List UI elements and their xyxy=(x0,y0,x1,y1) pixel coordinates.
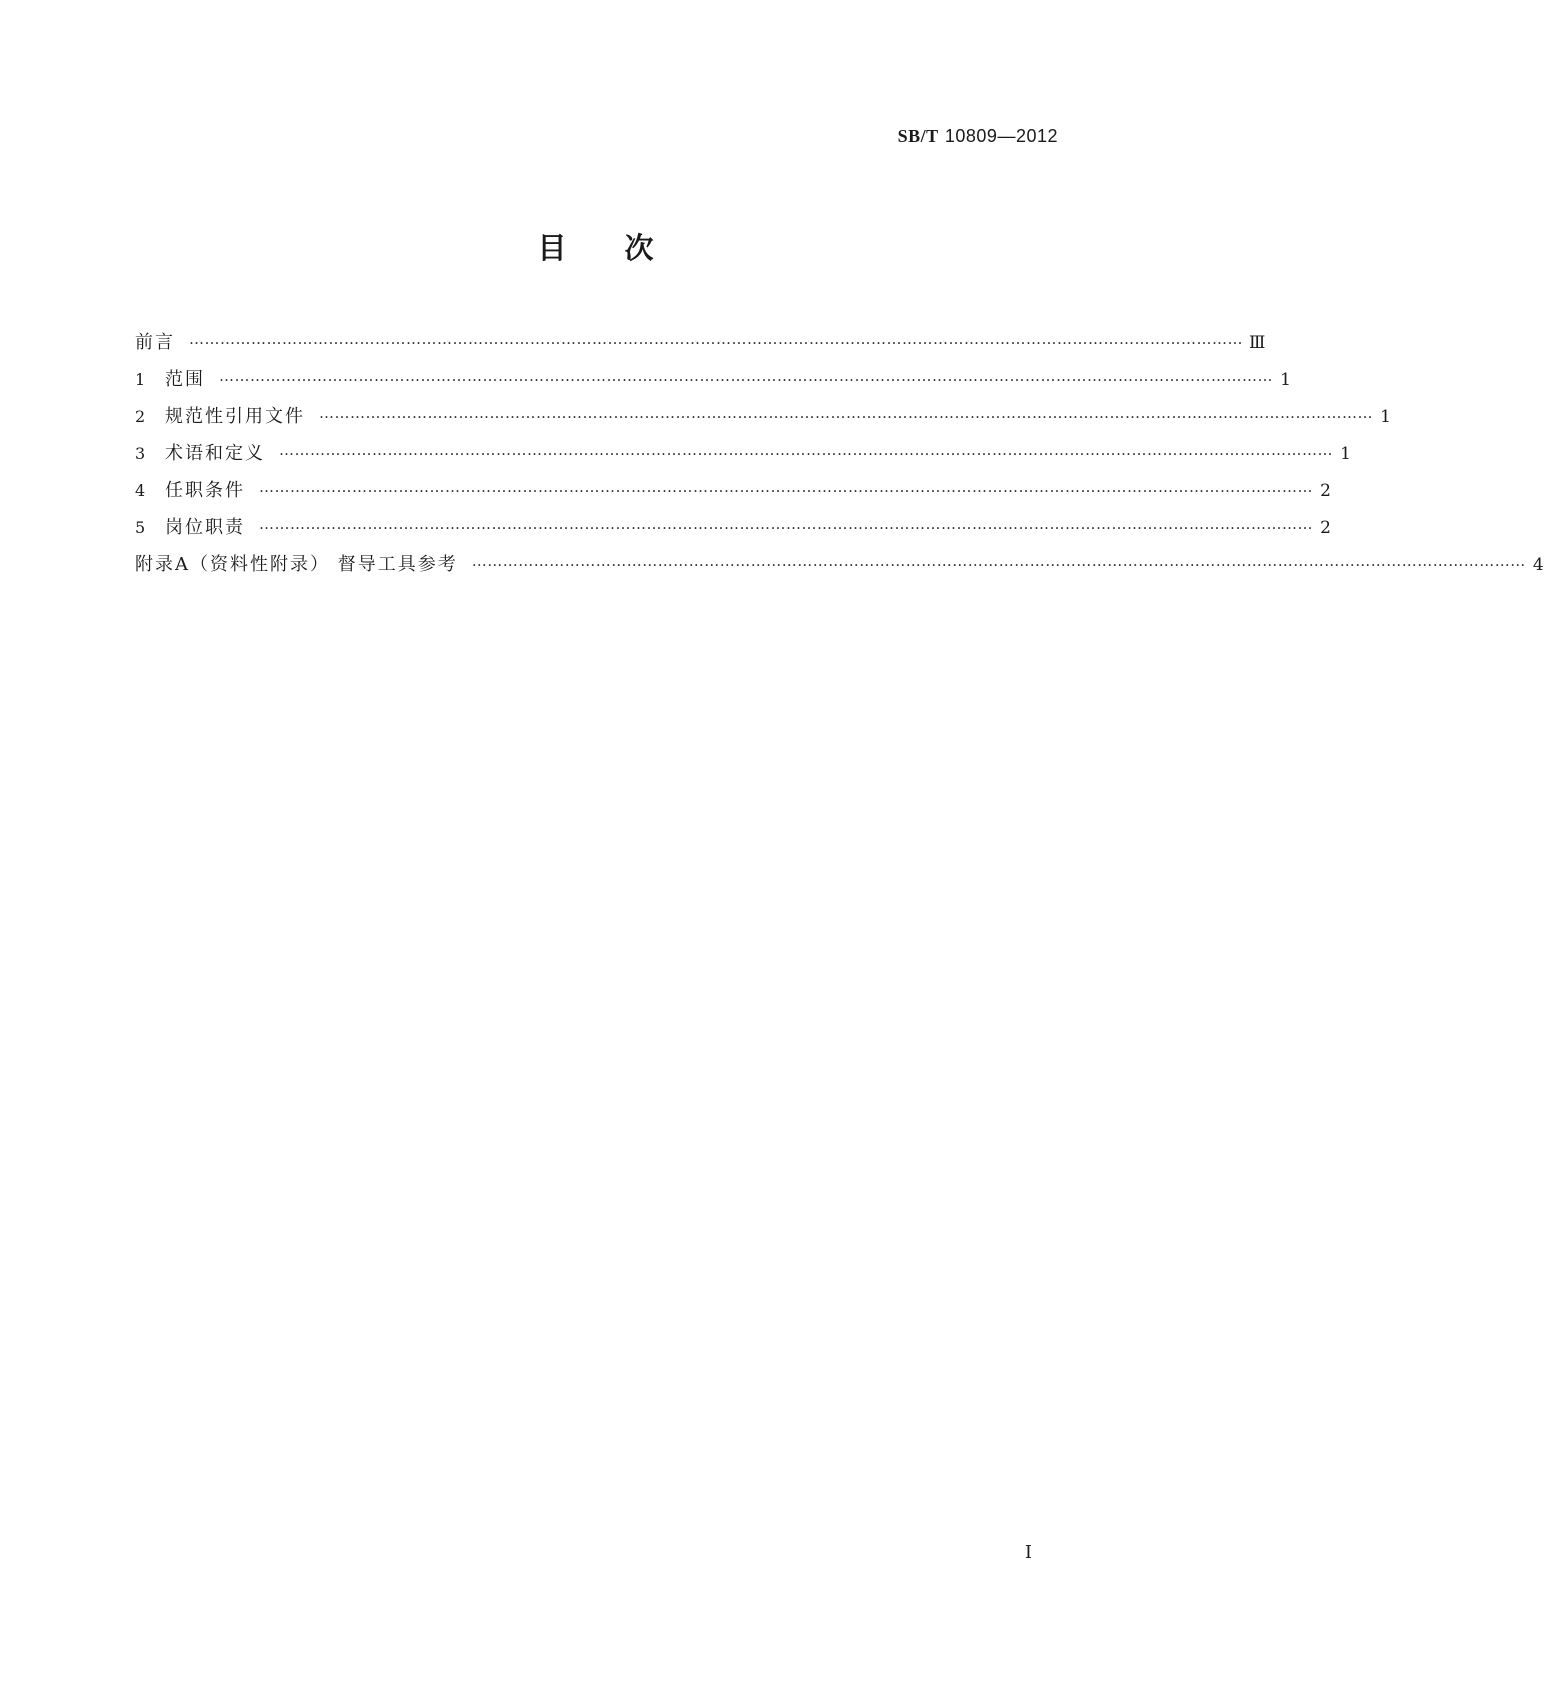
toc-leader-dots: …………………………………………………………………………………………………………………………………………………………………………………… xyxy=(471,552,1526,570)
toc-entry-appendix-a[interactable] xyxy=(135,550,1544,587)
title-char-2: 次 xyxy=(624,231,654,265)
toc-entry-number: 3 xyxy=(135,444,146,463)
page-number: I xyxy=(1024,1542,1032,1563)
toc-entry-label: 任职条件 xyxy=(165,480,245,501)
toc-entry-number: 5 xyxy=(135,518,146,537)
toc-entry-foreword[interactable] xyxy=(135,328,1266,365)
toc-leader-dots: …………………………………………………………………………………………………………………………………………………………………………………… xyxy=(189,330,1243,348)
toc-entry-qualifications[interactable] xyxy=(135,476,1331,513)
standard-prefix: SB/T xyxy=(897,126,939,146)
toc-entry-label: 前言 xyxy=(135,332,175,353)
toc-entry-page: 2 xyxy=(1320,518,1331,538)
toc-entry-number: 4 xyxy=(135,481,146,500)
toc-leader-dots: …………………………………………………………………………………………………………………………………………………………………………………… xyxy=(219,367,1273,385)
toc-entry-label: 规范性引用文件 xyxy=(165,406,305,427)
toc-entry-label: 范围 xyxy=(165,369,205,390)
toc-entry-responsibilities[interactable] xyxy=(135,513,1331,550)
toc-entry-number: 1 xyxy=(135,370,146,389)
table-of-contents xyxy=(135,328,1544,587)
toc-entry-number: 2 xyxy=(135,407,146,426)
toc-entry-page: 2 xyxy=(1320,481,1331,501)
page-title xyxy=(0,226,1191,267)
toc-entry-page: 1 xyxy=(1280,370,1291,390)
title-char-1: 目 xyxy=(537,231,567,265)
toc-entry-normative-references[interactable] xyxy=(135,402,1391,439)
toc-entry-page: 1 xyxy=(1380,407,1391,427)
standard-number: 10809—2012 xyxy=(944,126,1058,146)
toc-leader-dots: …………………………………………………………………………………………………………………………………………………………………………………… xyxy=(259,478,1313,496)
standard-code xyxy=(898,126,1058,147)
toc-leader-dots: …………………………………………………………………………………………………………………………………………………………………………………… xyxy=(259,515,1313,533)
toc-entry-page: 4 xyxy=(1532,555,1544,575)
toc-entry-page: 1 xyxy=(1340,444,1351,464)
toc-entry-label: 附录A（资料性附录） 督导工具参考 xyxy=(135,554,458,575)
toc-entry-terms-definitions[interactable] xyxy=(135,439,1351,476)
toc-entry-label: 岗位职责 xyxy=(165,517,245,538)
toc-leader-dots: …………………………………………………………………………………………………………………………………………………………………………………… xyxy=(279,441,1333,459)
toc-leader-dots: …………………………………………………………………………………………………………………………………………………………………………………… xyxy=(319,404,1373,422)
toc-entry-label: 术语和定义 xyxy=(165,443,265,464)
toc-entry-page: Ⅲ xyxy=(1249,333,1266,353)
toc-entry-scope[interactable] xyxy=(135,365,1291,402)
